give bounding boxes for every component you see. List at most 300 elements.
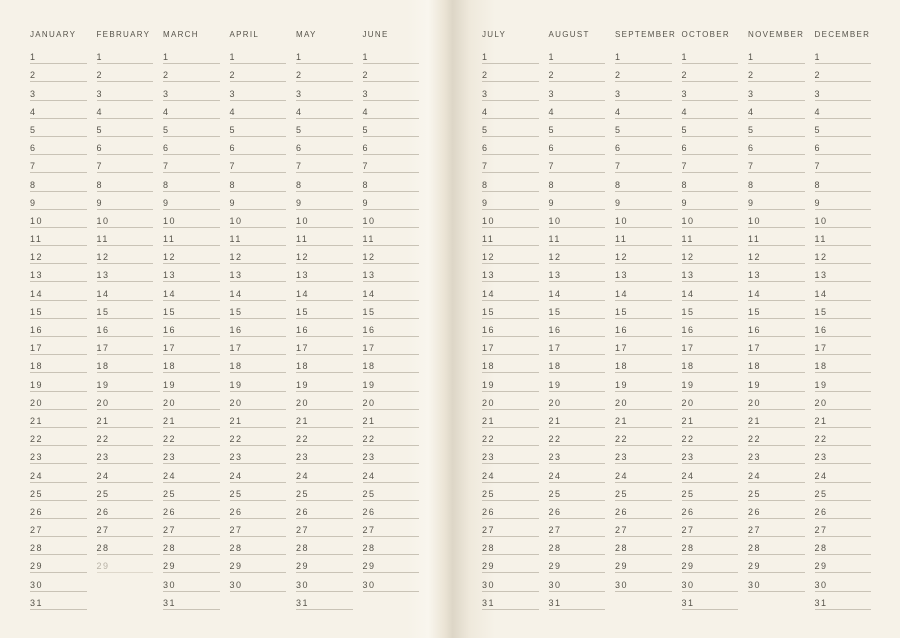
month-column-may <box>296 30 353 610</box>
day-number: 19 <box>482 379 496 390</box>
month-column-august <box>549 30 606 610</box>
day-row-october-5 <box>682 119 739 137</box>
day-row-june-8 <box>363 173 420 191</box>
day-row-april-29 <box>230 555 287 573</box>
day-number: 29 <box>482 561 496 572</box>
day-number: 25 <box>96 488 110 499</box>
day-number: 28 <box>163 543 177 554</box>
day-row-june-22 <box>363 428 420 446</box>
day-number: 26 <box>482 506 496 517</box>
day-row-september-15 <box>615 301 672 319</box>
day-number: 23 <box>296 452 310 463</box>
day-number: 14 <box>362 288 376 299</box>
day-number: 4 <box>548 106 556 117</box>
day-row-april-19 <box>230 373 287 391</box>
day-row-november-20 <box>748 392 805 410</box>
day-row-august-21 <box>549 410 606 428</box>
day-row-august-24 <box>549 464 606 482</box>
day-number: 6 <box>30 143 37 154</box>
day-row-august-17 <box>549 337 606 355</box>
day-number: 29 <box>96 561 110 572</box>
day-number: 3 <box>362 88 370 99</box>
day-row-january-22 <box>30 428 87 446</box>
day-row-december-4 <box>815 101 872 119</box>
day-row-december-20 <box>815 392 872 410</box>
day-number: 15 <box>814 306 828 317</box>
day-number: 6 <box>814 143 822 154</box>
day-number: 1 <box>748 52 755 63</box>
day-number: 3 <box>548 88 556 99</box>
day-row-january-15 <box>30 301 87 319</box>
day-number: 17 <box>615 343 629 354</box>
day-number: 19 <box>296 379 310 390</box>
day-row-september-5 <box>615 119 672 137</box>
day-number: 28 <box>296 543 310 554</box>
day-row-january-5 <box>30 119 87 137</box>
day-row-december-21 <box>815 410 872 428</box>
day-number: 3 <box>163 88 170 99</box>
day-row-october-26 <box>682 501 739 519</box>
day-number: 13 <box>30 270 44 281</box>
day-row-april-7 <box>230 155 287 173</box>
day-number: 8 <box>229 179 237 190</box>
day-number: 9 <box>748 197 755 208</box>
day-row-march-3 <box>163 82 220 100</box>
day-row-january-27 <box>30 519 87 537</box>
day-row-september-30 <box>615 573 672 591</box>
day-row-october-1 <box>682 46 739 64</box>
day-row-november-21 <box>748 410 805 428</box>
day-row-january-1 <box>30 46 87 64</box>
day-row-april-27 <box>230 519 287 537</box>
day-row-july-9 <box>482 192 539 210</box>
day-row-september-9 <box>615 192 672 210</box>
day-number: 10 <box>615 215 629 226</box>
day-row-april-12 <box>230 246 287 264</box>
day-row-march-30 <box>163 573 220 591</box>
day-row-december-7 <box>815 155 872 173</box>
day-number: 16 <box>30 325 44 335</box>
day-row-september-2 <box>615 64 672 82</box>
day-number: 22 <box>814 434 828 445</box>
day-row-july-10 <box>482 210 539 228</box>
day-number: 26 <box>229 506 243 517</box>
day-number: 17 <box>482 343 496 354</box>
day-number: 2 <box>615 70 622 81</box>
day-row-november-4 <box>748 101 805 119</box>
day-number: 13 <box>681 270 695 281</box>
day-number: 13 <box>362 270 376 281</box>
day-number: 30 <box>30 579 44 590</box>
day-row-june-21 <box>363 410 420 428</box>
day-number: 20 <box>229 397 243 408</box>
day-row-january-20 <box>30 392 87 410</box>
day-row-march-16 <box>163 319 220 337</box>
day-number: 20 <box>163 397 177 408</box>
day-number: 15 <box>748 306 762 317</box>
day-number: 3 <box>229 88 237 99</box>
day-number: 25 <box>362 488 376 499</box>
day-number: 12 <box>30 252 44 263</box>
day-number: 9 <box>482 197 489 208</box>
day-number: 3 <box>615 88 622 99</box>
day-row-january-12 <box>30 246 87 264</box>
day-number: 27 <box>163 525 177 536</box>
day-row-august-20 <box>549 392 606 410</box>
day-row-april-23 <box>230 446 287 464</box>
day-row-january-11 <box>30 228 87 246</box>
day-number: 16 <box>229 325 243 335</box>
day-row-october-18 <box>682 355 739 373</box>
day-number: 3 <box>814 88 822 99</box>
day-number: 3 <box>30 88 37 99</box>
day-row-july-5 <box>482 119 539 137</box>
day-row-january-28 <box>30 537 87 555</box>
day-row-january-8 <box>30 173 87 191</box>
day-number: 10 <box>296 215 310 226</box>
day-number: 13 <box>96 270 110 281</box>
day-number: 23 <box>748 452 762 463</box>
day-row-september-11 <box>615 228 672 246</box>
day-row-april-18 <box>230 355 287 373</box>
day-number: 30 <box>548 579 562 590</box>
day-row-october-2 <box>682 64 739 82</box>
day-number: 29 <box>748 561 762 572</box>
day-number: 10 <box>681 215 695 226</box>
day-row-december-31 <box>815 592 872 610</box>
day-row-april-15 <box>230 301 287 319</box>
day-number: 22 <box>362 434 376 445</box>
day-row-november-5 <box>748 119 805 137</box>
day-row-december-13 <box>815 264 872 282</box>
day-number: 4 <box>615 106 622 117</box>
day-number: 29 <box>30 561 44 572</box>
day-number: 14 <box>163 288 177 299</box>
day-number: 17 <box>362 343 376 354</box>
day-row-september-24 <box>615 464 672 482</box>
day-row-november-30 <box>748 573 805 591</box>
day-number: 25 <box>30 488 44 499</box>
day-row-september-18 <box>615 355 672 373</box>
month-column-july <box>482 30 539 610</box>
day-row-december-12 <box>815 246 872 264</box>
day-number: 30 <box>748 579 762 590</box>
day-row-june-19 <box>363 373 420 391</box>
day-number: 23 <box>362 452 376 463</box>
day-number: 13 <box>163 270 177 281</box>
day-number: 2 <box>548 70 556 81</box>
day-number: 20 <box>681 397 695 408</box>
day-row-august-25 <box>549 483 606 501</box>
day-number: 8 <box>163 179 170 190</box>
day-number: 9 <box>615 197 622 208</box>
day-row-august-31 <box>549 592 606 610</box>
day-row-april-14 <box>230 282 287 300</box>
day-row-august-16 <box>549 319 606 337</box>
day-number: 1 <box>229 52 237 63</box>
day-row-august-28 <box>549 537 606 555</box>
day-row-march-12 <box>163 246 220 264</box>
day-number: 20 <box>615 397 629 408</box>
day-row-january-7 <box>30 155 87 173</box>
day-number: 23 <box>96 452 110 463</box>
day-number: 21 <box>748 415 762 426</box>
day-number: 12 <box>615 252 629 263</box>
day-row-april-21 <box>230 410 287 428</box>
day-number: 8 <box>615 179 622 190</box>
day-number: 15 <box>30 306 44 317</box>
day-row-march-26 <box>163 501 220 519</box>
day-number: 13 <box>748 270 762 281</box>
day-number: 31 <box>814 597 828 608</box>
day-number: 11 <box>30 234 43 245</box>
day-row-october-19 <box>682 373 739 391</box>
day-number: 12 <box>548 252 562 263</box>
day-number: 28 <box>548 543 562 554</box>
day-number: 2 <box>362 70 370 81</box>
day-number: 6 <box>229 143 237 154</box>
day-row-april-28 <box>230 537 287 555</box>
day-number: 7 <box>296 161 303 172</box>
day-row-february-9 <box>97 192 154 210</box>
day-number: 22 <box>482 434 496 445</box>
day-number: 24 <box>296 470 310 481</box>
day-number: 28 <box>814 543 828 554</box>
day-number: 15 <box>229 306 243 317</box>
day-row-february-16 <box>97 319 154 337</box>
day-row-september-14 <box>615 282 672 300</box>
day-row-august-9 <box>549 192 606 210</box>
day-row-september-19 <box>615 373 672 391</box>
day-row-december-29 <box>815 555 872 573</box>
day-number: 14 <box>681 288 695 299</box>
day-number: 26 <box>615 506 629 517</box>
day-number: 1 <box>362 52 370 63</box>
day-number: 3 <box>681 88 689 99</box>
day-row-may-3 <box>296 82 353 100</box>
day-row-july-3 <box>482 82 539 100</box>
day-number: 4 <box>362 106 370 117</box>
day-number: 30 <box>362 579 376 590</box>
day-number: 20 <box>748 397 762 408</box>
day-number: 1 <box>163 52 170 63</box>
day-number: 2 <box>296 70 303 81</box>
day-number: 11 <box>681 234 694 245</box>
day-number: 10 <box>548 215 562 226</box>
day-number: 18 <box>681 361 695 372</box>
day-row-may-30 <box>296 573 353 591</box>
day-number: 25 <box>814 488 828 499</box>
day-row-may-21 <box>296 410 353 428</box>
day-row-august-22 <box>549 428 606 446</box>
day-number: 14 <box>548 288 562 299</box>
day-number: 21 <box>229 415 243 426</box>
day-number: 17 <box>163 343 177 354</box>
day-number: 19 <box>30 379 44 390</box>
day-row-august-19 <box>549 373 606 391</box>
day-number: 26 <box>362 506 376 517</box>
day-row-august-7 <box>549 155 606 173</box>
day-row-july-15 <box>482 301 539 319</box>
day-row-november-28 <box>748 537 805 555</box>
day-number: 4 <box>482 106 489 117</box>
day-row-april-1 <box>230 46 287 64</box>
day-number: 24 <box>163 470 177 481</box>
day-row-june-2 <box>363 64 420 82</box>
day-number: 8 <box>814 179 822 190</box>
day-row-september-6 <box>615 137 672 155</box>
day-number: 21 <box>681 415 695 426</box>
day-row-june-26 <box>363 501 420 519</box>
day-number: 5 <box>681 124 689 135</box>
day-row-december-19 <box>815 373 872 391</box>
day-row-february-8 <box>97 173 154 191</box>
day-number: 2 <box>96 70 104 81</box>
day-number: 23 <box>163 452 177 463</box>
day-number: 6 <box>163 143 170 154</box>
day-row-november-7 <box>748 155 805 173</box>
day-row-september-27 <box>615 519 672 537</box>
day-row-september-21 <box>615 410 672 428</box>
day-number: 19 <box>681 379 695 390</box>
day-row-june-6 <box>363 137 420 155</box>
day-row-april-16 <box>230 319 287 337</box>
day-row-june-14 <box>363 282 420 300</box>
day-number: 6 <box>362 143 370 154</box>
day-number: 15 <box>362 306 376 317</box>
day-row-august-2 <box>549 64 606 82</box>
day-number: 18 <box>748 361 762 372</box>
month-header: AUGUST <box>548 30 590 39</box>
day-row-december-22 <box>815 428 872 446</box>
day-row-october-16 <box>682 319 739 337</box>
day-row-november-25 <box>748 483 805 501</box>
day-number: 26 <box>748 506 762 517</box>
day-number: 13 <box>482 270 496 281</box>
day-row-april-30 <box>230 573 287 591</box>
day-row-january-9 <box>30 192 87 210</box>
day-row-october-31 <box>682 592 739 610</box>
day-number: 13 <box>296 270 310 281</box>
day-number: 15 <box>548 306 562 317</box>
day-row-february-21 <box>97 410 154 428</box>
day-row-december-26 <box>815 501 872 519</box>
day-number: 16 <box>482 325 496 335</box>
day-number: 21 <box>482 415 496 426</box>
day-number: 31 <box>681 597 695 608</box>
day-row-april-5 <box>230 119 287 137</box>
day-number: 22 <box>30 434 44 445</box>
day-row-september-20 <box>615 392 672 410</box>
day-row-july-14 <box>482 282 539 300</box>
day-number: 16 <box>362 325 376 335</box>
day-number: 17 <box>296 343 310 354</box>
day-number: 11 <box>362 234 375 245</box>
day-row-june-29 <box>363 555 420 573</box>
day-row-september-17 <box>615 337 672 355</box>
day-row-november-19 <box>748 373 805 391</box>
day-row-july-12 <box>482 246 539 264</box>
day-number: 17 <box>748 343 762 354</box>
day-number: 19 <box>615 379 629 390</box>
day-row-may-23 <box>296 446 353 464</box>
day-number: 7 <box>681 161 689 172</box>
day-row-february-11 <box>97 228 154 246</box>
day-row-august-8 <box>549 173 606 191</box>
day-number: 19 <box>814 379 828 390</box>
day-row-december-27 <box>815 519 872 537</box>
day-row-april-4 <box>230 101 287 119</box>
day-number: 27 <box>548 525 562 536</box>
day-row-january-16 <box>30 319 87 337</box>
day-row-april-24 <box>230 464 287 482</box>
day-number: 27 <box>615 525 629 536</box>
day-row-august-13 <box>549 264 606 282</box>
day-number: 17 <box>30 343 44 354</box>
day-row-november-14 <box>748 282 805 300</box>
day-number: 21 <box>362 415 376 426</box>
day-row-march-10 <box>163 210 220 228</box>
day-row-march-2 <box>163 64 220 82</box>
day-number: 18 <box>482 361 496 372</box>
day-row-march-27 <box>163 519 220 537</box>
day-row-march-4 <box>163 101 220 119</box>
day-number: 7 <box>814 161 822 172</box>
day-number: 1 <box>814 52 822 63</box>
day-row-may-31 <box>296 592 353 610</box>
month-column-february <box>97 30 154 610</box>
day-row-june-27 <box>363 519 420 537</box>
day-row-november-24 <box>748 464 805 482</box>
day-row-october-28 <box>682 537 739 555</box>
day-row-july-22 <box>482 428 539 446</box>
day-number: 10 <box>96 215 110 226</box>
day-row-may-9 <box>296 192 353 210</box>
day-number: 10 <box>229 215 243 226</box>
day-row-september-8 <box>615 173 672 191</box>
day-number: 27 <box>362 525 376 536</box>
day-number: 28 <box>229 543 243 554</box>
day-number: 12 <box>163 252 177 263</box>
day-number: 1 <box>296 52 303 63</box>
day-row-october-22 <box>682 428 739 446</box>
day-row-january-31 <box>30 592 87 610</box>
day-row-august-12 <box>549 246 606 264</box>
day-number: 11 <box>296 234 309 245</box>
day-row-december-15 <box>815 301 872 319</box>
day-row-june-4 <box>363 101 420 119</box>
day-number: 26 <box>681 506 695 517</box>
day-number: 5 <box>30 124 37 135</box>
day-row-october-25 <box>682 483 739 501</box>
day-row-september-10 <box>615 210 672 228</box>
day-row-june-23 <box>363 446 420 464</box>
day-row-october-12 <box>682 246 739 264</box>
day-row-february-17 <box>97 337 154 355</box>
day-row-february-6 <box>97 137 154 155</box>
day-row-october-14 <box>682 282 739 300</box>
day-number: 23 <box>30 452 44 463</box>
day-number: 4 <box>748 106 755 117</box>
day-number: 25 <box>748 488 762 499</box>
day-number: 14 <box>296 288 310 299</box>
day-number: 26 <box>548 506 562 517</box>
day-number: 8 <box>30 179 37 190</box>
day-row-july-13 <box>482 264 539 282</box>
day-row-april-20 <box>230 392 287 410</box>
day-number: 18 <box>96 361 110 372</box>
day-row-may-25 <box>296 483 353 501</box>
